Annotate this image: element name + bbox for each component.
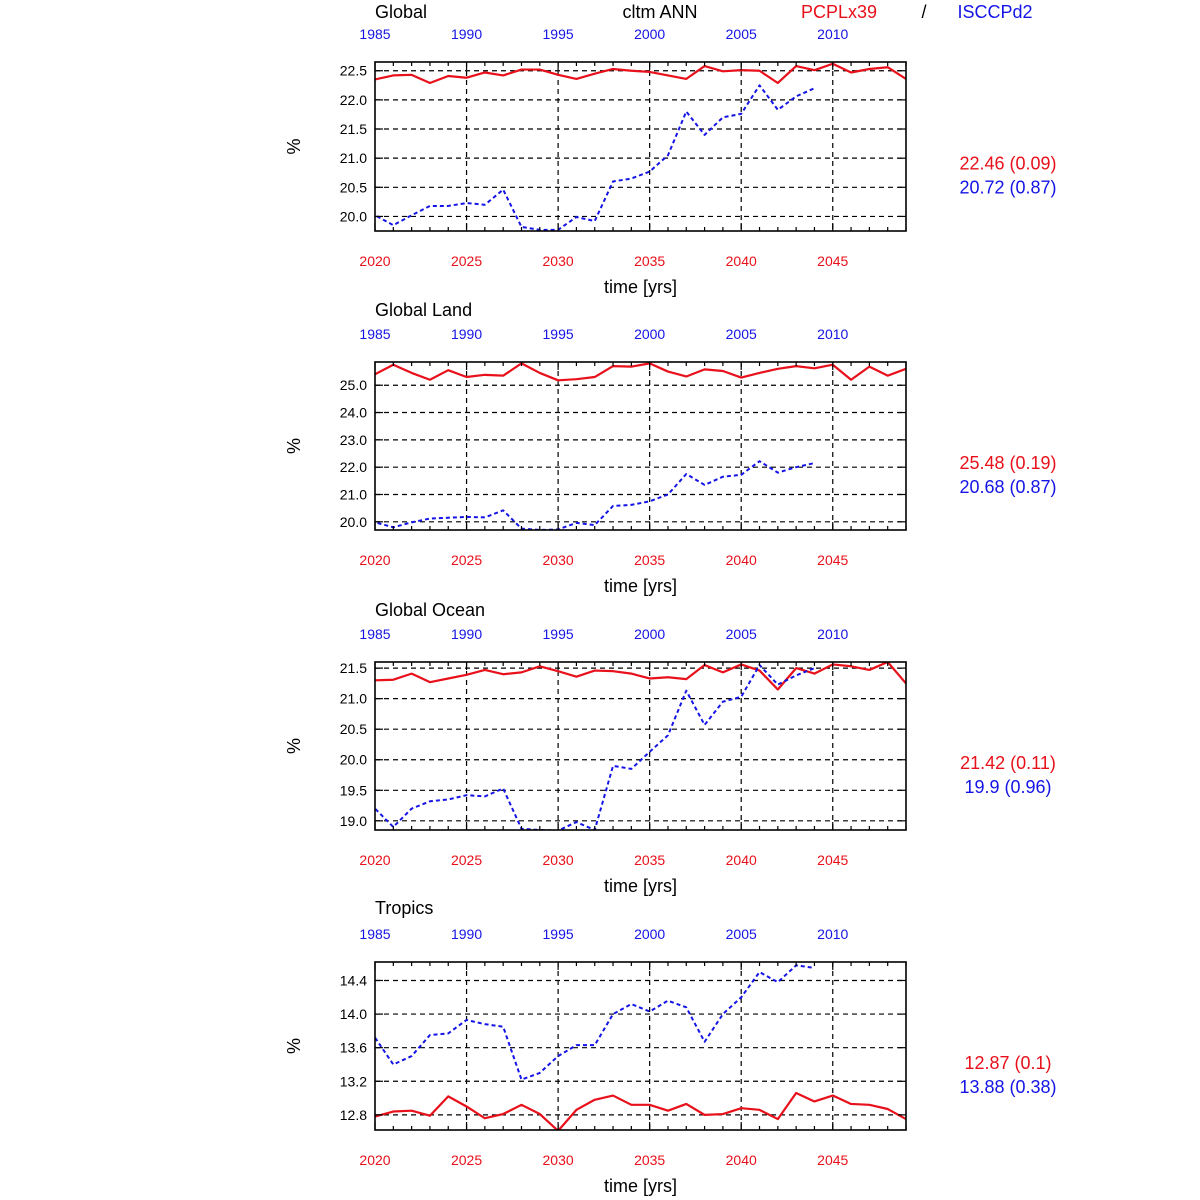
panel-0 xyxy=(284,2,1057,297)
x-tick-label: 2035 xyxy=(634,1152,666,1168)
legend-separator: / xyxy=(921,2,927,22)
y-tick-label: 22.5 xyxy=(339,62,367,79)
y-axis-label: % xyxy=(284,737,304,755)
y-tick-label: 14.0 xyxy=(339,1006,367,1023)
top-x-tick-label: 2005 xyxy=(725,626,757,642)
x-axis-label: time [yrs] xyxy=(603,1176,678,1196)
obs-legend-label: ISCCPd2 xyxy=(957,2,1033,22)
panel-2 xyxy=(284,600,1056,896)
x-axis-label: time [yrs] xyxy=(603,277,678,297)
top-x-tick-label: 2000 xyxy=(634,26,666,42)
x-tick-label: 2025 xyxy=(450,552,483,568)
stats-obs: 19.9 (0.96) xyxy=(964,777,1052,797)
x-tick-label: 2040 xyxy=(725,253,757,269)
top-x-tick-label: 1985 xyxy=(359,926,391,942)
top-x-tick-label: 2000 xyxy=(634,926,666,942)
stats-model: 12.87 (0.1) xyxy=(964,1053,1052,1073)
y-tick-label: 20.0 xyxy=(339,208,367,225)
variable-title: cltm ANN xyxy=(622,2,698,22)
top-x-tick-label: 2000 xyxy=(634,326,666,342)
x-tick-label: 2030 xyxy=(542,552,574,568)
x-tick-label: 2045 xyxy=(817,1152,849,1168)
x-tick-label: 2035 xyxy=(634,552,666,568)
x-tick-label: 2035 xyxy=(634,852,666,868)
x-tick-label: 2040 xyxy=(725,552,757,568)
panel-title: Tropics xyxy=(375,898,434,918)
top-x-tick-label: 2000 xyxy=(634,626,666,642)
series-line-obs xyxy=(357,965,815,1079)
series-line-model xyxy=(375,1093,906,1131)
top-x-tick-label: 2005 xyxy=(725,926,757,942)
y-axis-label: % xyxy=(284,1037,304,1055)
x-tick-label: 2020 xyxy=(359,1152,391,1168)
top-x-tick-label: 1995 xyxy=(542,26,574,42)
panel-title: Global xyxy=(375,2,428,22)
x-tick-label: 2025 xyxy=(450,1152,483,1168)
y-tick-label: 24.0 xyxy=(339,404,367,421)
x-tick-label: 2035 xyxy=(634,253,666,269)
series-line-obs xyxy=(357,665,815,831)
panel-1 xyxy=(284,300,1057,596)
panel-title: Global Land xyxy=(375,300,473,320)
top-x-tick-label: 2010 xyxy=(817,26,849,42)
y-tick-label: 22.0 xyxy=(339,459,367,476)
x-tick-label: 2020 xyxy=(359,852,391,868)
top-x-tick-label: 1990 xyxy=(450,926,483,942)
y-tick-label: 22.0 xyxy=(339,91,367,108)
series-line-model xyxy=(375,64,906,83)
y-tick-label: 13.6 xyxy=(339,1039,367,1056)
x-tick-label: 2045 xyxy=(817,253,849,269)
top-x-tick-label: 1985 xyxy=(359,326,391,342)
x-tick-label: 2045 xyxy=(817,852,849,868)
series-line-obs xyxy=(357,461,815,530)
x-axis-label: time [yrs] xyxy=(603,576,678,596)
x-tick-label: 2025 xyxy=(450,852,483,868)
x-tick-label: 2040 xyxy=(725,852,757,868)
top-x-tick-label: 1985 xyxy=(359,626,391,642)
top-x-tick-label: 2010 xyxy=(817,326,849,342)
x-tick-label: 2030 xyxy=(542,253,574,269)
y-tick-label: 21.5 xyxy=(339,121,367,138)
y-axis-label: % xyxy=(284,138,304,155)
x-tick-label: 2030 xyxy=(542,852,574,868)
panel-3 xyxy=(284,898,1057,1196)
y-tick-label: 25.0 xyxy=(339,377,367,394)
y-tick-label: 21.0 xyxy=(339,690,367,707)
series-line-model xyxy=(375,363,906,380)
y-tick-label: 12.8 xyxy=(339,1106,367,1123)
y-tick-label: 21.0 xyxy=(339,150,367,167)
stats-model: 22.46 (0.09) xyxy=(959,153,1057,174)
top-x-tick-label: 1995 xyxy=(542,326,574,342)
y-tick-label: 21.0 xyxy=(339,486,367,503)
y-tick-label: 20.0 xyxy=(339,751,367,768)
y-tick-label: 14.4 xyxy=(339,972,367,989)
panel-title: Global Ocean xyxy=(375,600,486,620)
stats-obs: 20.72 (0.87) xyxy=(959,177,1057,198)
y-tick-label: 19.5 xyxy=(339,782,367,799)
x-tick-label: 2025 xyxy=(450,253,483,269)
x-tick-label: 2030 xyxy=(542,1152,574,1168)
top-x-tick-label: 1995 xyxy=(542,626,574,642)
stats-model: 21.42 (0.11) xyxy=(960,753,1056,773)
top-x-tick-label: 2005 xyxy=(725,26,757,42)
y-tick-label: 19.0 xyxy=(339,812,367,829)
y-tick-label: 20.5 xyxy=(339,179,367,196)
stats-model: 25.48 (0.19) xyxy=(959,453,1057,473)
y-tick-label: 20.0 xyxy=(339,513,367,530)
top-x-tick-label: 2005 xyxy=(725,326,757,342)
y-axis-label: % xyxy=(284,437,304,455)
y-tick-label: 23.0 xyxy=(339,431,367,448)
y-tick-label: 20.5 xyxy=(339,721,367,738)
top-x-tick-label: 1985 xyxy=(359,26,391,42)
plot-frame xyxy=(375,362,906,530)
x-tick-label: 2020 xyxy=(359,552,391,568)
series-line-model xyxy=(375,662,906,689)
x-axis-label: time [yrs] xyxy=(603,876,678,896)
model-legend-label: PCPLx39 xyxy=(800,2,878,22)
top-x-tick-label: 1990 xyxy=(450,26,483,42)
top-x-tick-label: 1995 xyxy=(542,926,574,942)
stats-obs: 13.88 (0.38) xyxy=(959,1077,1057,1097)
x-tick-label: 2040 xyxy=(725,1152,757,1168)
plot-frame xyxy=(375,662,906,830)
top-x-tick-label: 2010 xyxy=(817,626,849,642)
x-tick-label: 2020 xyxy=(359,253,391,269)
top-x-tick-label: 1990 xyxy=(450,626,483,642)
y-tick-label: 13.2 xyxy=(339,1073,367,1090)
x-tick-label: 2045 xyxy=(817,552,849,568)
y-tick-label: 21.5 xyxy=(339,660,367,677)
stats-obs: 20.68 (0.87) xyxy=(959,477,1057,497)
top-x-tick-label: 1990 xyxy=(450,326,483,342)
top-x-tick-label: 2010 xyxy=(817,926,849,942)
